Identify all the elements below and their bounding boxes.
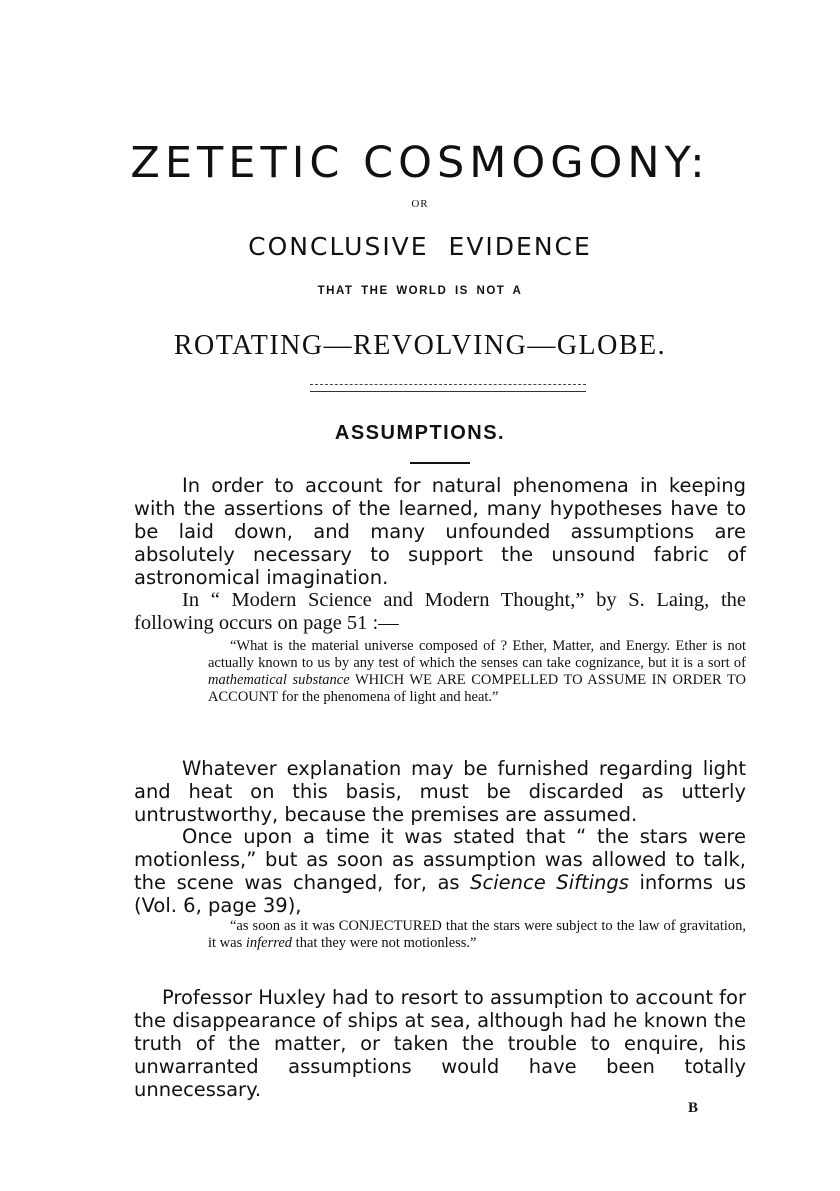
heading-rule [410, 462, 470, 464]
subtitle: CONCLUSIVE EVIDENCE [248, 232, 592, 261]
quote-1-emphasis: mathematical substance [208, 672, 350, 688]
section-heading: ASSUMPTIONS. [334, 422, 506, 444]
quote-2-text: “as soon as it was CONJECTURED that the stars were subject to the law of gravitation, it was [208, 918, 746, 951]
paragraph-4-source: Science Siftings [470, 871, 629, 894]
block-quote-2 [208, 918, 746, 952]
paragraph-2: In “ Modern Science and Modern Thought,” by S. Laing, the following occurs on page 51 :— [134, 589, 746, 634]
paragraph-4-text-end: informs us (Vol. 6, page 39), [134, 871, 746, 917]
subtitle-small: THAT THE WORLD IS NOT A [317, 285, 523, 297]
paragraph-3: Whatever explanation may be furnished regarding light and heat on this basis, must be discarded as utterly untrustworthy, because the premises are assumed. [134, 757, 746, 826]
ornamental-divider-bottom [310, 391, 586, 392]
signature-mark: B [688, 1100, 699, 1116]
quote-1-text-end: WHICH WE ARE COMPELLED TO ASSUME IN ORDER TO ACCOUNT for the phenomena of light and heat.” [208, 672, 747, 705]
book-title: ZETETIC COSMOGONY: [130, 138, 710, 188]
ornamental-divider-top [310, 384, 586, 385]
paragraph-4-text: Once upon a time it was stated that “ the stars were motionless,” but as soon as assumption was allowed to talk, the scene was changed, for, as [134, 825, 746, 894]
quote-2-emphasis: inferred [245, 935, 293, 951]
paragraph-4 [134, 825, 746, 917]
subtitle-main: ROTATING—REVOLVING—GLOBE. [173, 330, 667, 361]
quote-1-text: “What is the material universe composed of ? Ether, Matter, and Energy. Ether is not actually known to us by any test of which the senses can take cognizance, but it is a sort of [208, 638, 746, 671]
title-connector: OR [411, 198, 429, 210]
paragraph-5: Professor Huxley had to resort to assumption to account for the disappearance of ships at sea, although had he known the truth of the matter, or taken the trouble to enquire, his unwarranted assumptions would have been totally unnecessary. [134, 986, 746, 1101]
block-quote-1 [208, 638, 746, 706]
paragraph-1: In order to account for natural phenomena in keeping with the assertions of the learned, many hypotheses have to be laid down, and many unfounded assumptions are absolutely necessary to support the unsound fabric of astronomical imagination. [134, 474, 746, 589]
quote-2-text-end: that they were not motionless.” [295, 935, 477, 951]
